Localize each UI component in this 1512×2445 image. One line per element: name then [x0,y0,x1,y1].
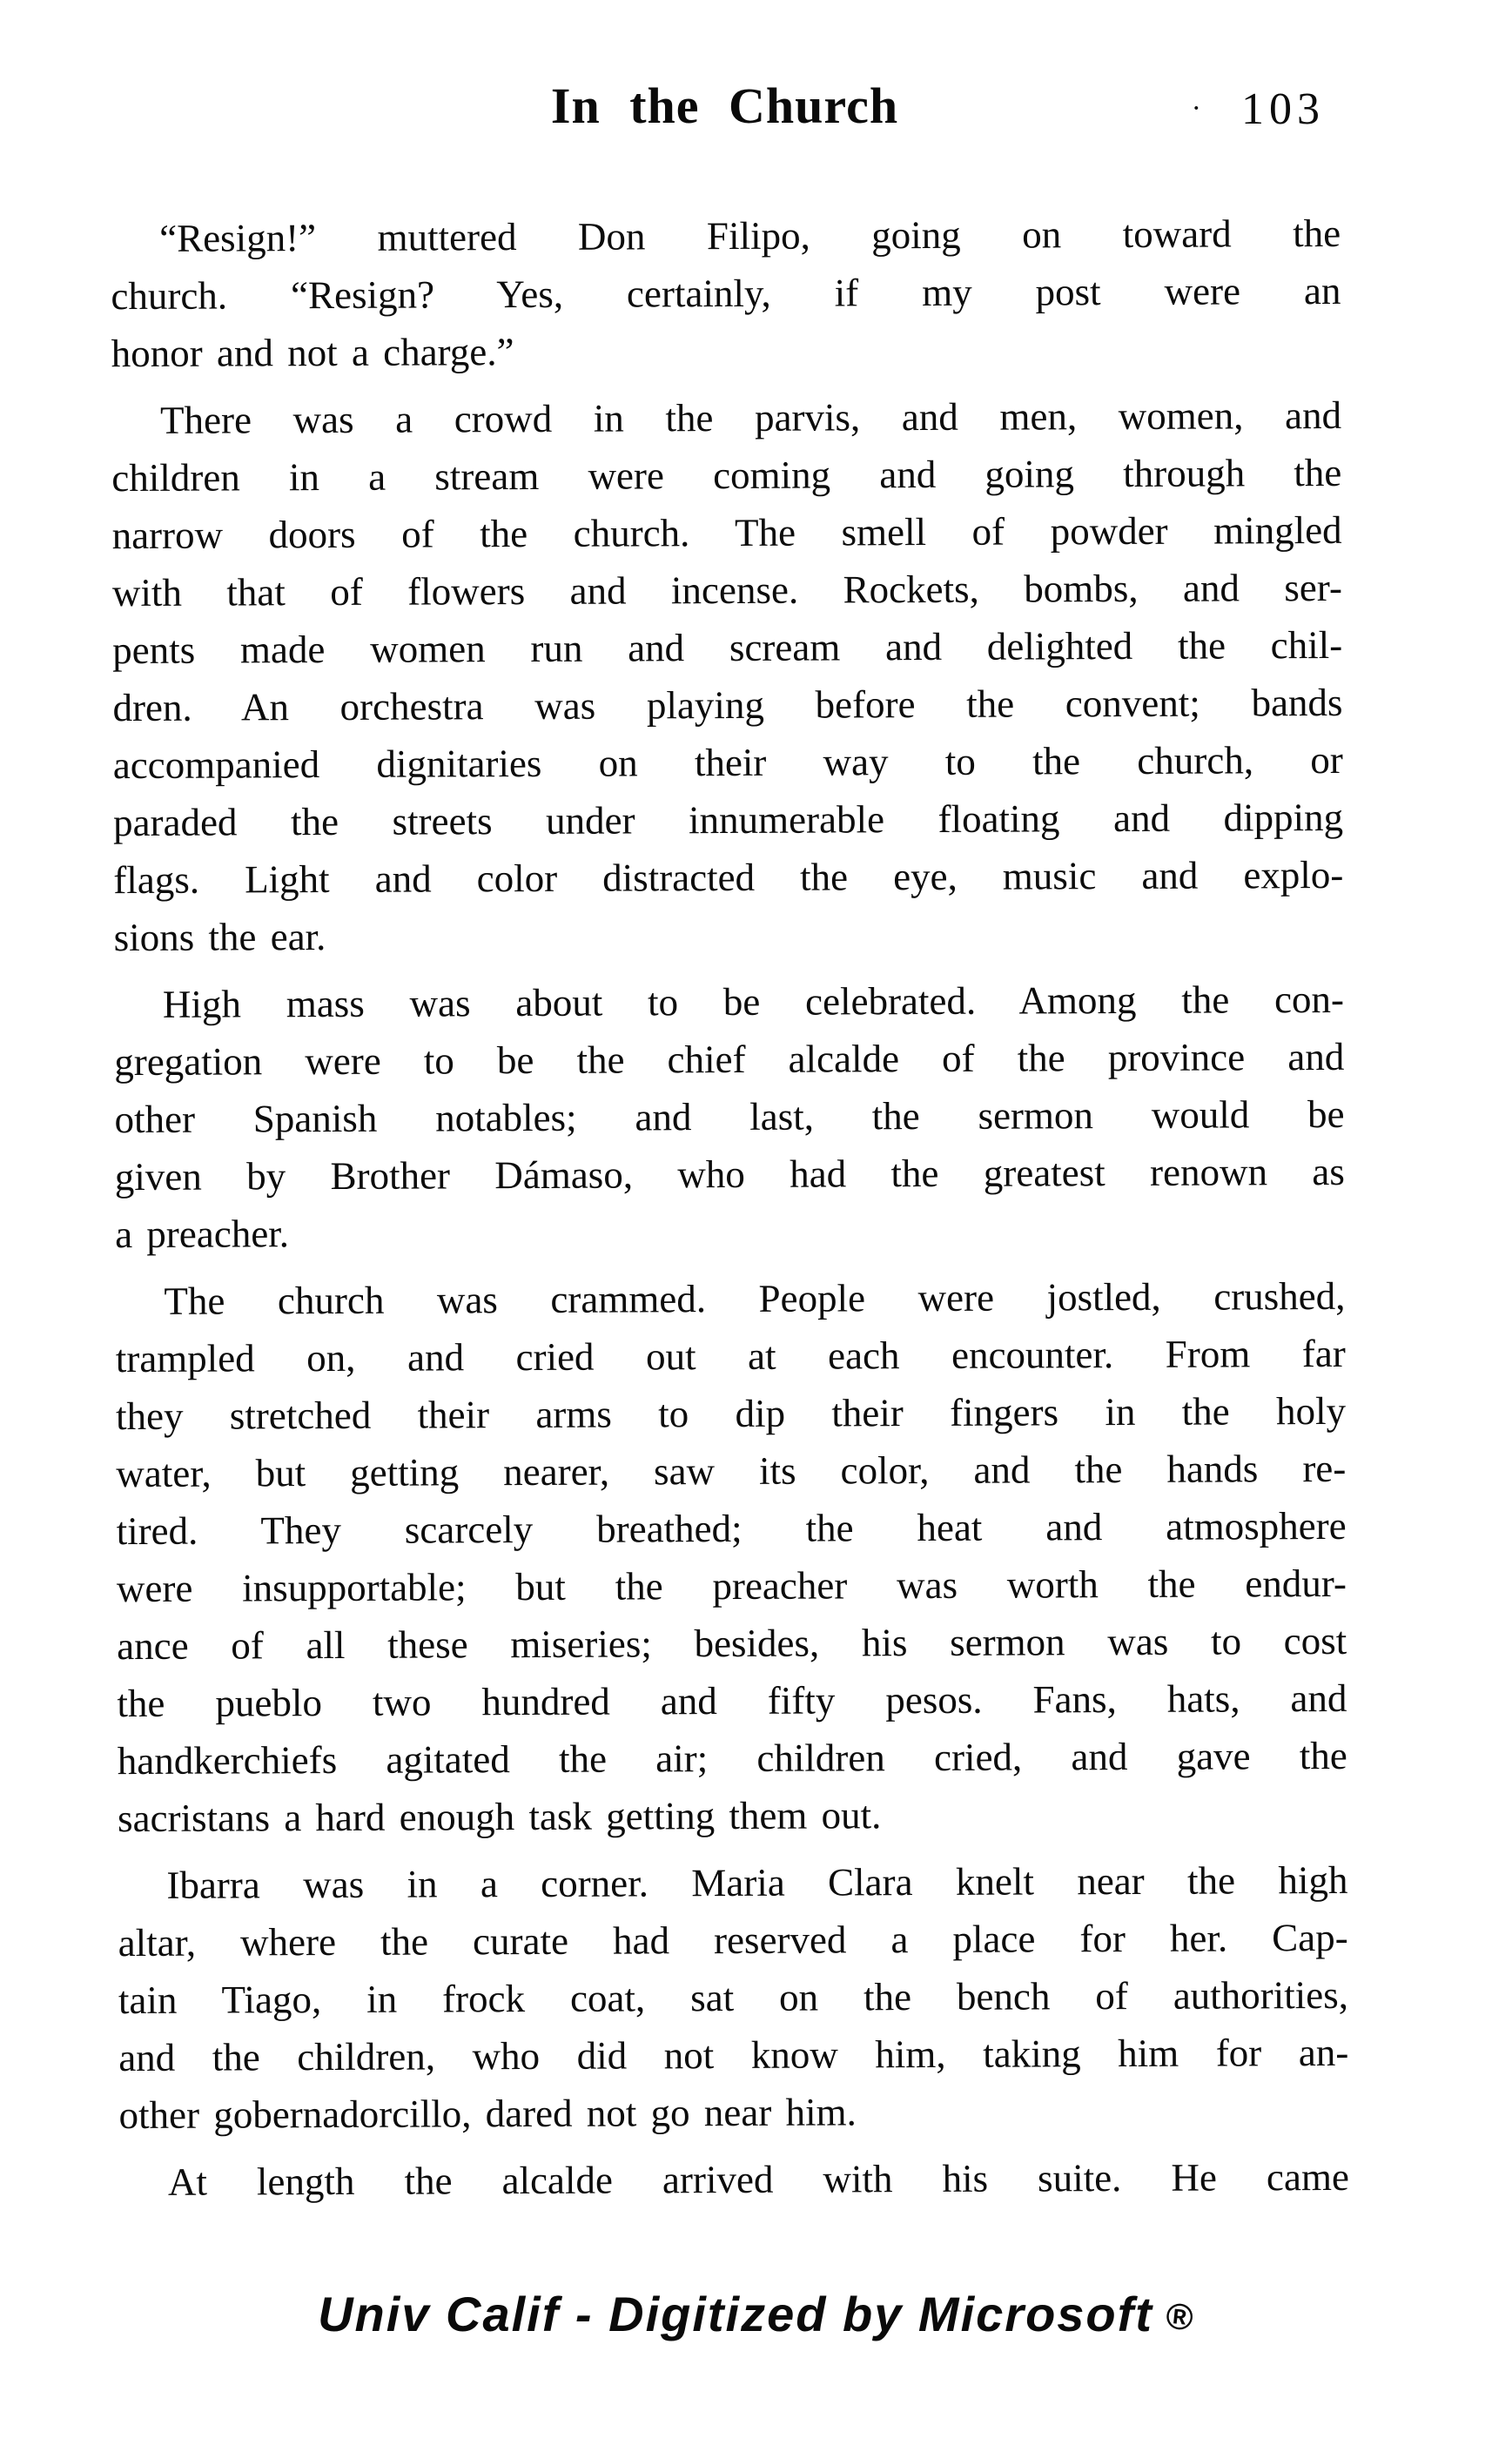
text-line: other Spanish notables; and last, the sermon would be [114,1092,1345,1142]
registered-trademark-icon: ® [1163,2294,1197,2339]
text-line: Ibarra was in a corner. Maria Clara knelt near the high [166,1857,1348,1907]
text-line: ance of all these miseries; besides, his sermon was to cost [117,1618,1347,1669]
text-line: tired. They scarcely breathed; the heat and atmosphere [116,1503,1347,1554]
text-line: the pueblo two hundred and fifty pesos. Fans, hats, and [117,1676,1347,1726]
paragraph [111,205,1341,382]
text-line: tain Tiago, in frock coat, sat on the bench of authorities, [118,1972,1349,2023]
text-line: church. “Resign? Yes, certainly, if my post were an [111,268,1341,319]
text-line: and the children, who did not know him, taking him for an- [118,2030,1349,2080]
text-line: “Resign!” muttered Don Filipo, going on toward the [159,211,1341,260]
text-line: narrow doors of the church. The smell of powder mingled [111,507,1342,558]
text-line: they stretched their arms to dip their fingers in the holy [115,1388,1347,1439]
text-line: were insupportable; but the preacher was worth the endur- [116,1561,1347,1611]
text-line: pents made women run and scream and delighted the chil- [112,622,1343,673]
text-line: trampled on, and cried out at each encounter. From far [115,1331,1346,1381]
text-line: gregation were to be the chief alcalde of the province and [114,1034,1345,1085]
text-line: High mass was about to be celebrated. Among the con- [162,977,1345,1026]
page-number: 103 [1241,84,1325,134]
text-line: accompanied dignitaries on their way to the church, or [112,737,1343,788]
text-line: with that of flowers and incense. Rockets, bombs, and ser- [111,565,1343,615]
digitization-footer [0,2286,1512,2342]
text-line: flags. Light and color distracted the eye, music and explo- [113,852,1344,903]
text-line: sions the ear. [113,915,326,960]
text-line: handkerchiefs agitated the air; children cried, and gave the [117,1733,1347,1783]
page-number-group [1192,84,1325,135]
paragraph [111,386,1344,966]
text-line: At length the alcalde arrived with his suite. He came [167,2154,1349,2204]
footer-text: Univ Calif - Digitized by Microsoft [318,2287,1153,2341]
text-line: a preacher. [115,1212,290,1257]
text-line: sacristans a hard enough task getting them out. [117,1793,882,1841]
text-line: paraded the streets under innumerable floating and dipping [112,795,1344,845]
paragraph [118,1851,1348,2144]
page-body [111,205,1349,2220]
text-line: given by Brother Dámaso, who had the greatest renown as [114,1149,1345,1199]
running-head [109,77,1341,164]
paragraph [114,971,1345,1263]
text-line: honor and not a charge.” [111,330,514,376]
text-line: other gobernadorcillo, dared not go near him. [118,2090,857,2138]
text-line: There was a crowd in the parvis, and men, women, and [159,393,1342,442]
text-line: children in a stream were coming and going through the [111,450,1342,500]
chapter-title: In the Church [550,77,899,134]
text-line: The church was crammed. People were jostled, crushed, [164,1273,1346,1323]
text-line: altar, where the curate had reserved a place for her. Cap- [118,1915,1348,1965]
separator-dot: · [1191,92,1201,124]
text-line: dren. An orchestra was playing before the convent; bands [112,680,1343,730]
text-line: water, but getting nearer, saw its color, and the hands re- [116,1446,1347,1496]
paragraph [115,1267,1347,1847]
paragraph [119,2148,1349,2211]
